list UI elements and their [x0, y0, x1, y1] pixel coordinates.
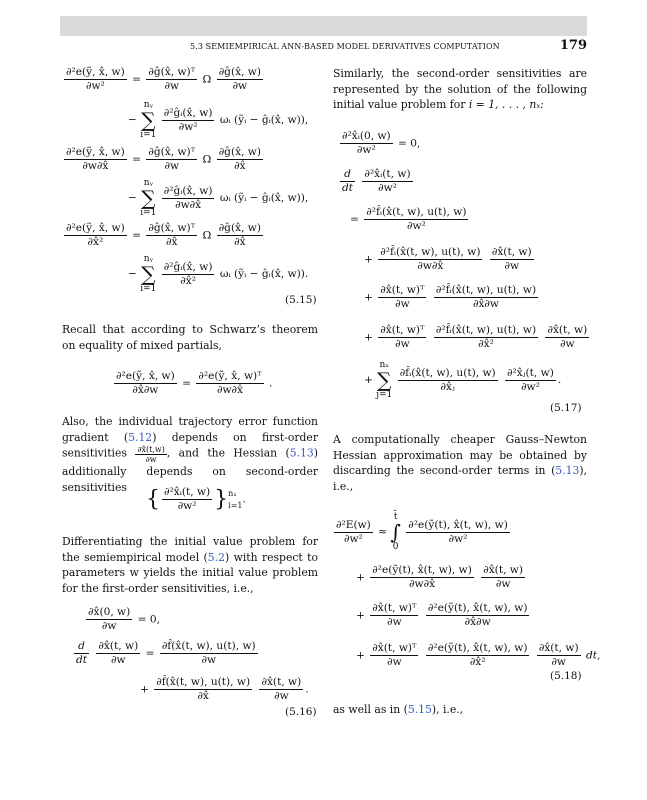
- left-para2: Also, the individual trajectory error function gradient (5.12) depends on first-order sensitivities $\frac{\partial x̂(t,w)}{\partial w}$ , and the Hessian (5.13) additionally depends on second-order sensitivities: [62, 415, 318, 494]
- sensitivity-set: { $\frac{\text{∂²x̂ᵢ(t, w)}}{\text{∂w²}}$ } nₓ i=1 .: [146, 486, 246, 512]
- running-header: [60, 38, 587, 54]
- eq516-line2: $\frac{d}{dt}$ $\frac{\partial x̂(t, w)}{\partial w}$ = $\frac{\partial f̂(x̂(t, w), u(t), w)}{\partial w}$: [76, 640, 256, 666]
- eq515-line3: $\frac{\text{∂²e(ỹ, x̂, w)}}{\partial w\partial x̂}$ = $\frac{\text{∂ĝ(x̂, w)ᵀ}}{\partial w}$ Ω $\frac{\partial ĝ(x̂, w)}{\partial x̂}$: [66, 146, 262, 172]
- eq517-line7: + nₓ ∑ j=1 $\frac{\text{∂f̂ᵢ(x̂(t, w), u(t), w)}}{\text{∂x̂ⱼ}}$ $\frac{\text{∂²x̂ⱼ(t, w)}}{\text{∂w²}}$ .: [364, 360, 562, 400]
- eq517-line3: = $\frac{\text{∂²f̂ᵢ(x̂(t, w), u(t), w)}}{\text{∂w²}}$: [350, 206, 467, 232]
- eq516-line1: $\frac{\partial x̂(0, w)}{\partial w}$ = 0,: [88, 606, 160, 632]
- eq517-line5: + $\frac{\text{∂x̂(t, w)ᵀ}}{\partial w}$ $\frac{\text{∂²f̂ᵢ(x̂(t, w), u(t), w)}}{\partial x̂\partial w}$: [364, 284, 537, 310]
- eq517-number: (5.17): [550, 402, 582, 414]
- eq516-number: (5.16): [285, 706, 317, 718]
- eq518-line1: $\frac{\text{∂²E(w)}}{\text{∂w²}}$ ≈ t̄ ∫ 0 $\frac{\text{∂²e(ỹ(t), x̂(t, w), w)}}{\text{∂w²}}$: [336, 512, 508, 552]
- eq517-line1: $\frac{\text{∂²x̂ᵢ(0, w)}}{\text{∂w²}}$ = 0,: [342, 130, 421, 156]
- right-para2: A computationally cheaper Gauss–Newton Hessian approximation may be obtained by discarding the second-order terms in (5.13), i.e.,: [333, 433, 587, 493]
- eq517-line6: + $\frac{\text{∂x̂(t, w)ᵀ}}{\partial w}$ $\frac{\text{∂²f̂ᵢ(x̂(t, w), u(t), w)}}{\text{∂x̂²}}$ $\frac{\partial x̂(t, w)}{\partial w}$: [364, 324, 588, 350]
- ref-5-12[interactable]: 5.12: [128, 430, 153, 444]
- eq516-line3: + $\frac{\partial f̂(x̂(t, w), u(t), w)}{\partial x̂}$ $\frac{\partial x̂(t, w)}{\partial w}$ .: [140, 676, 309, 702]
- header-bar: [60, 16, 587, 36]
- left-para3: Differentiating the initial value problem for the semiempirical model (5.2) with respect to parameters w yields the initial value problem for the first-order sensitivities, i.e.,: [62, 535, 318, 595]
- eq515-number: (5.15): [285, 294, 317, 306]
- page-number: 179: [559, 38, 587, 53]
- eq518-line2: + $\frac{\text{∂²e(ỹ(t), x̂(t, w), w)}}{\partial w\partial x̂}$ $\frac{\partial x̂(t, w)}{\partial w}$: [356, 564, 524, 590]
- ref-5-13[interactable]: 5.13: [555, 464, 580, 477]
- eq515-line1: $\frac{\text{∂²e(ỹ, x̂, w)}}{\text{∂w²}}$ = $\frac{\text{∂ĝ(x̂, w)ᵀ}}{\partial w}$ Ω $\frac{\partial ĝ(x̂, w)}{\partial w}$: [66, 66, 262, 92]
- eq515-line2: − nᵧ ∑ i=1 $\frac{\text{∂²ĝᵢ(x̂, w)}}{\text{∂w²}}$ ωᵢ (ỹᵢ − ĝᵢ(x̂, w)),: [128, 100, 309, 140]
- ref-5-2[interactable]: 5.2: [207, 550, 225, 564]
- eq517-line4: + $\frac{\text{∂²f̂ᵢ(x̂(t, w), u(t), w)}}{\partial w\partial x̂}$ $\frac{\partial x̂(t, w)}{\partial w}$: [364, 246, 532, 272]
- schwarz-equation: $\frac{\text{∂²e(ỹ, x̂, w)}}{\partial x̂\partial w}$ = $\frac{\text{∂²e(ỹ, x̂, w)ᵀ}}{\partial w\partial x̂}$ .: [116, 370, 273, 396]
- eq518-line3: + $\frac{\text{∂x̂(t, w)ᵀ}}{\partial w}$ $\frac{\text{∂²e(ỹ(t), x̂(t, w), w)}}{\partial x̂\partial w}$: [356, 602, 528, 628]
- right-para3: as well as in (5.15), i.e.,: [333, 703, 464, 716]
- right-para1: Similarly, the second-order sensitivities are represented by the solution of the following initial value problem for i = 1, . . . , nₓ:: [333, 67, 587, 111]
- eq515-line4: − nᵧ ∑ i=1 $\frac{\text{∂²ĝᵢ(x̂, w)}}{\partial w\partial x̂}$ ωᵢ (ỹᵢ − ĝᵢ(x̂, w)),: [128, 178, 309, 218]
- eq517-line2: $\frac{d}{dt}$ $\frac{\text{∂²x̂ᵢ(t, w)}}{\text{∂w²}}$: [342, 168, 411, 194]
- eq515-line5: $\frac{\text{∂²e(ỹ, x̂, w)}}{\text{∂x̂²}}$ = $\frac{\text{∂ĝ(x̂, w)ᵀ}}{\partial x̂}$ Ω $\frac{\partial ĝ(x̂, w)}{\partial x̂}$: [66, 222, 262, 248]
- eq515-line6: − nᵧ ∑ i=1 $\frac{\text{∂²ĝᵢ(x̂, w)}}{\text{∂x̂²}}$ ωᵢ (ỹᵢ − ĝᵢ(x̂, w)).: [128, 254, 309, 294]
- ref-5-15[interactable]: 5.15: [407, 703, 432, 716]
- ref-5-13[interactable]: 5.13: [289, 446, 314, 460]
- eq518-line4: + $\frac{\text{∂x̂(t, w)ᵀ}}{\partial w}$ $\frac{\text{∂²e(ỹ(t), x̂(t, w), w)}}{\text{∂x̂²}}$ $\frac{\partial x̂(t, w)}{\partial w}$ dt,: [356, 642, 601, 668]
- eq518-number: (5.18): [550, 670, 582, 682]
- running-title: 5.3 SEMIEMPIRICAL ANN-BASED MODEL DERIVATIVES COMPUTATION: [190, 42, 500, 51]
- left-para1: Recall that according to Schwarz’s theorem on equality of mixed partials,: [62, 323, 318, 352]
